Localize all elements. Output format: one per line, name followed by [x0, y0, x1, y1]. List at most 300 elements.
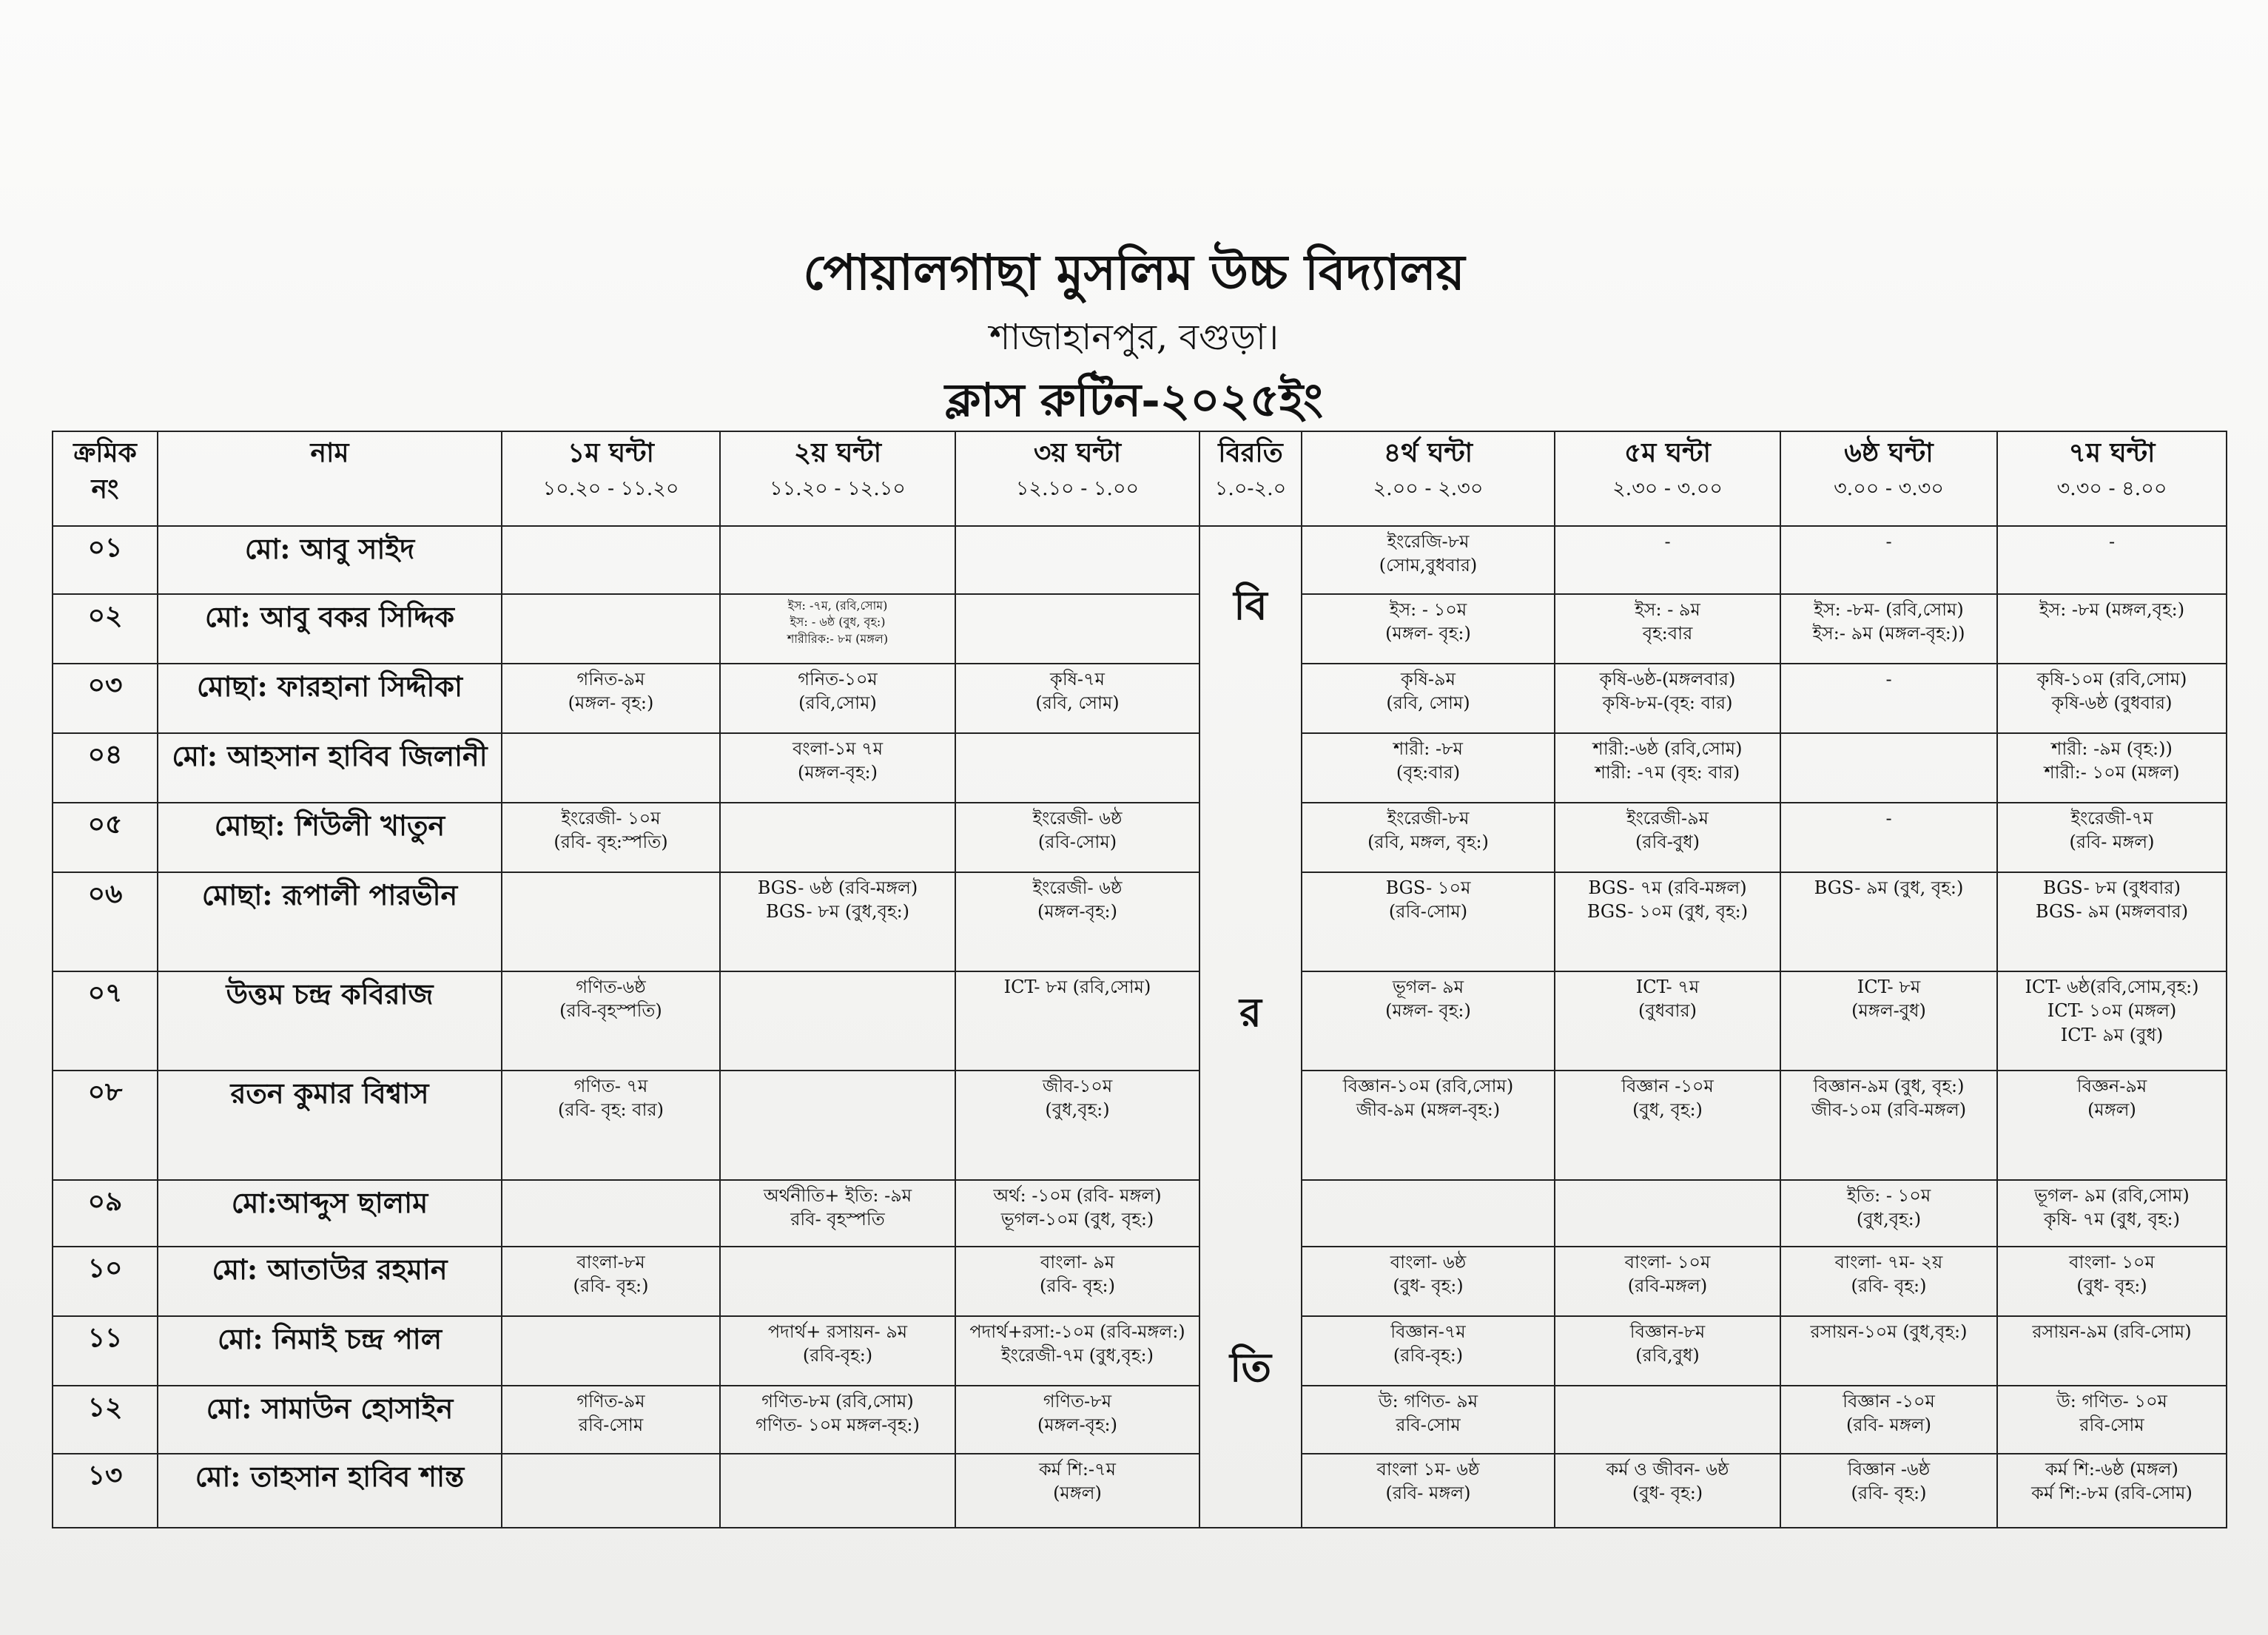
class-entry: (মঙ্গল-বুধ) [1851, 1000, 1926, 1022]
table-row [53, 1247, 2227, 1316]
class-entry: (রবি-সোম) [1388, 901, 1468, 923]
class-entry: জীব-৯ম (মঙ্গল-বৃহ:) [1356, 1099, 1501, 1121]
schedule-cell-p1 [502, 1180, 720, 1247]
schedule-cell-p5 [1555, 872, 1780, 971]
schedule-cell-p6 [1780, 594, 1997, 664]
class-entry: ভূগল- ৯ম [1392, 977, 1464, 997]
schedule-cell-p7 [1997, 1247, 2227, 1316]
class-entry: (সোম,বুধবার) [1379, 555, 1478, 576]
table-row [53, 733, 2227, 803]
class-entry: কৃষি-৭ম [1050, 669, 1105, 690]
class-entry: গণিত-৯ম [576, 1391, 645, 1412]
schedule-cell-p4 [1302, 594, 1555, 664]
class-entry: (রবি, মঙ্গল, বৃহ:) [1367, 832, 1489, 853]
class-entry: বিজ্ঞান-৮ম [1629, 1321, 1706, 1342]
class-entry: (রবি- বৃহ:স্পতি) [553, 832, 668, 853]
class-entry: (মঙ্গল- বৃহ:) [1385, 623, 1471, 644]
class-entry: বিজ্ঞান -১০ম [1621, 1076, 1714, 1096]
class-entry: অর্থনীতি+ ইতি: -৯ম [763, 1185, 912, 1206]
class-entry: - [1664, 531, 1671, 552]
class-entry: গণিত- ৭ম [573, 1076, 648, 1096]
class-entry: গণিত-৮ম [1043, 1391, 1112, 1412]
class-entry: রসায়ন-১০ম (বুধ,বৃহ:) [1810, 1321, 1968, 1342]
class-entry: ইতি: - ১০ম [1846, 1185, 1931, 1206]
class-entry: গনিত-১০ম [798, 669, 878, 690]
schedule-cell-p5 [1555, 971, 1780, 1071]
schedule-cell-p2 [720, 594, 955, 664]
class-entry: ICT- ৯ম (বুধ) [2060, 1024, 2164, 1045]
schedule-cell-p6 [1780, 971, 1997, 1071]
schedule-cell-p6 [1780, 664, 1997, 733]
class-entry: বাংলা- ৭ম- ২য় [1834, 1252, 1943, 1272]
header-period-3 [955, 431, 1199, 526]
schedule-cell-p4 [1302, 872, 1555, 971]
header-serial [53, 431, 158, 526]
serial-number: ০২ [53, 594, 158, 664]
class-entry: (মঙ্গল) [1053, 1483, 1102, 1504]
class-entry: শারী:-৬ষ্ঠ (রবি,সোম) [1592, 738, 1743, 759]
class-entry: - [2108, 531, 2116, 552]
class-entry: (রবি-বৃহ:) [1393, 1345, 1464, 1366]
class-entry: শারীরিক:- ৮ম (মঙ্গল) [787, 631, 889, 646]
class-entry: (রবি-মঙ্গল) [1627, 1275, 1708, 1297]
schedule-cell-p3 [955, 594, 1199, 664]
header-name-label: নাম [310, 437, 349, 468]
class-entry: ইংরেজী- ৬ষ্ঠ [1032, 808, 1123, 829]
class-entry: গনিত-৯ম [576, 669, 645, 690]
class-entry: ভূগল- ৯ম (রবি,সোম) [2034, 1185, 2190, 1206]
class-entry: ইংরেজী-৮ম [1387, 808, 1470, 829]
class-entry: কর্ম শি:-৮ম (রবি-সোম) [2031, 1483, 2193, 1504]
table-row [53, 664, 2227, 733]
break-letter: তি [1230, 1344, 1271, 1391]
class-entry: জীব-১০ম [1042, 1076, 1113, 1096]
class-entry: ইস: -৭ম, (রবি,সোম) [787, 599, 888, 613]
class-entry: ইংরেজী- ১০ম [561, 808, 661, 829]
class-entry: (মঙ্গল-বৃহ:) [1037, 901, 1117, 923]
class-entry: BGS- ১০ম (বুধ, বৃহ:) [1586, 901, 1749, 923]
teacher-name: মো: সামাউন হোসাইন [158, 1386, 502, 1454]
class-entry: (বৃহ:বার) [1396, 762, 1461, 783]
schedule-cell-p5 [1555, 1071, 1780, 1180]
schedule-cell-p5 [1555, 526, 1780, 594]
header-period-5 [1555, 431, 1780, 526]
class-entry: ইস: - ৯ম [1635, 599, 1700, 620]
schedule-cell-p7 [1997, 872, 2227, 971]
serial-number: ১৩ [53, 1454, 158, 1528]
class-entry: (রবি- বৃহ:) [1851, 1275, 1927, 1297]
schedule-cell-p5 [1555, 1247, 1780, 1316]
schedule-cell-p1 [502, 664, 720, 733]
schedule-cell-p7 [1997, 526, 2227, 594]
class-entry: BGS- ১০ম [1385, 877, 1471, 898]
period-6-title: ৬ষ্ঠ ঘন্টা [1844, 437, 1934, 468]
class-entry: জীব-১০ম (রবি-মঙ্গল) [1811, 1099, 1967, 1121]
class-entry: বৃহ:বার [1642, 623, 1693, 644]
class-entry: - [1885, 669, 1892, 690]
schedule-cell-p2 [720, 1247, 955, 1316]
class-entry: (মঙ্গল- বৃহ:) [1385, 1000, 1471, 1022]
schedule-cell-p7 [1997, 1180, 2227, 1247]
class-entry: বিজ্ঞান -১০ম [1843, 1391, 1935, 1412]
class-entry: (রবি- বৃহ:) [573, 1275, 649, 1297]
class-entry: (বুধ- বৃহ:) [2076, 1275, 2147, 1297]
schedule-cell-p7 [1997, 1316, 2227, 1386]
schedule-cell-p4 [1302, 971, 1555, 1071]
class-entry: গণিত-৬ষ্ঠ [576, 977, 646, 997]
class-entry: BGS- ৯ম (মঙ্গলবার) [2035, 901, 2189, 923]
class-entry: রবি-সোম [1396, 1415, 1461, 1436]
schedule-cell-p3 [955, 1386, 1199, 1454]
class-entry: ইস:- ৯ম (মঙ্গল-বৃহ:)) [1812, 623, 1965, 644]
schedule-cell-p6 [1780, 872, 1997, 971]
schedule-cell-p6 [1780, 1454, 1997, 1528]
class-entry: উ: গণিত- ৯ম [1378, 1391, 1478, 1412]
class-routine-table [52, 431, 2227, 1528]
class-entry: ইংরেজি-৮ম [1387, 531, 1470, 552]
schedule-cell-p2 [720, 1316, 955, 1386]
schedule-cell-p4 [1302, 1316, 1555, 1386]
header-break [1199, 431, 1302, 526]
schedule-cell-p6 [1780, 733, 1997, 803]
class-entry: বিজ্ঞন-৯ম [2076, 1076, 2147, 1096]
schedule-cell-p7 [1997, 803, 2227, 872]
class-entry: রবি-সোম [578, 1415, 644, 1436]
class-entry: (বুধ- বৃহ:) [1632, 1483, 1703, 1504]
class-entry: BGS- ৯ম (বুধ, বৃহ:) [1814, 877, 1964, 898]
table-row [53, 1071, 2227, 1180]
class-entry: (রবি,সোম) [798, 692, 877, 714]
teacher-name: মো: আবু সাইদ [158, 526, 502, 594]
school-address: শাজাহানপুর, বগুড়া। [989, 317, 1279, 358]
schedule-cell-p7 [1997, 1386, 2227, 1454]
header-period-7 [1997, 431, 2227, 526]
class-entry: ICT- ৭ম [1635, 977, 1700, 997]
header-period-1 [502, 431, 720, 526]
period-3-time: ১২.১০ - ১.০০ [1015, 476, 1140, 500]
schedule-cell-p4 [1302, 664, 1555, 733]
class-entry: বিজ্ঞান-১০ম (রবি,সোম) [1342, 1076, 1514, 1096]
schedule-cell-p1 [502, 872, 720, 971]
header-period-6 [1780, 431, 1997, 526]
schedule-cell-p3 [955, 803, 1199, 872]
schedule-cell-p4 [1302, 1386, 1555, 1454]
class-entry: বিজ্ঞান -৬ষ্ঠ [1847, 1459, 1931, 1480]
schedule-cell-p3 [955, 733, 1199, 803]
break-letter: বি [1234, 581, 1268, 629]
class-entry: ICT- ১০ম (মঙ্গল) [2047, 1000, 2177, 1022]
class-entry: (মঙ্গল-বৃহ:) [797, 762, 878, 783]
schedule-cell-p6 [1780, 1247, 1997, 1316]
header-name [158, 431, 502, 526]
schedule-cell-p1 [502, 971, 720, 1071]
serial-number: ০১ [53, 526, 158, 594]
period-1-title: ১ম ঘন্টা [568, 437, 654, 468]
class-entry: ভূগল-১০ম (বুধ, বৃহ:) [1000, 1209, 1154, 1230]
class-entry: (রবি-সোম) [1037, 832, 1117, 853]
schedule-cell-p2 [720, 1071, 955, 1180]
schedule-cell-p3 [955, 526, 1199, 594]
period-5-title: ৫ম ঘন্টা [1624, 437, 1711, 468]
schedule-cell-p1 [502, 526, 720, 594]
schedule-cell-p2 [720, 1386, 955, 1454]
teacher-name: উত্তম চন্দ্র কবিরাজ [158, 971, 502, 1071]
class-entry: (মঙ্গল-বৃহ:) [1037, 1415, 1117, 1436]
teacher-name: মোছা: রূপালী পারভীন [158, 872, 502, 971]
schedule-cell-p4 [1302, 526, 1555, 594]
class-entry: রসায়ন-৯ম (রবি-সোম) [2032, 1321, 2192, 1342]
routine-title: ক্লাস রুটিন-২০২৫ইং [945, 373, 1323, 427]
class-entry: শারী: -৯ম (বৃহ:)) [2051, 738, 2173, 759]
schedule-cell-p5 [1555, 803, 1780, 872]
schedule-cell-p5 [1555, 1386, 1780, 1454]
schedule-cell-p1 [502, 803, 720, 872]
class-entry: ইস: -৮ম (মঙ্গল,বৃহ:) [2039, 599, 2185, 620]
class-entry: ইংরেজী-৭ম (বুধ,বৃহ:) [1001, 1345, 1154, 1366]
class-entry: বাংলা- ১০ম [1624, 1252, 1711, 1272]
period-2-title: ২য় ঘন্টা [793, 437, 882, 468]
class-entry: BGS- ৭ম (রবি-মঙ্গল) [1588, 877, 1747, 898]
serial-number: ১১ [53, 1316, 158, 1386]
class-entry: অর্থ: -১০ম (রবি- মঙ্গল) [993, 1185, 1162, 1206]
period-2-time: ১১.২০ - ১২.১০ [770, 476, 906, 500]
class-entry: কৃষি-৬ষ্ঠ (বুধবার) [2051, 692, 2173, 714]
schedule-cell-p6 [1780, 1386, 1997, 1454]
class-entry: বাংলা- ১০ম [2069, 1252, 2155, 1272]
class-entry: ICT- ৮ম [1857, 977, 1921, 997]
class-entry: (বুধ,বৃহ:) [1045, 1099, 1110, 1121]
schedule-cell-p2 [720, 803, 955, 872]
class-entry: কর্ম শি:-৭ম [1039, 1459, 1116, 1480]
class-entry: বংলা-১ম ৭ম [792, 738, 884, 759]
class-entry: ইংরেজী-৭ম [2070, 808, 2153, 829]
class-entry: শারী:- ১০ম (মঙ্গল) [2044, 762, 2180, 783]
class-entry: (রবি, সোম) [1386, 692, 1470, 714]
class-entry: BGS- ৮ম (বুধবার) [2043, 877, 2181, 898]
table-row [53, 594, 2227, 664]
school-name: পোয়ালগাছা মুসলিম উচ্চ বিদ্যালয় [803, 243, 1465, 301]
class-entry: বিজ্ঞান-৯ম (বুধ, বৃহ:) [1813, 1076, 1965, 1096]
table-row [53, 803, 2227, 872]
schedule-cell-p4 [1302, 1180, 1555, 1247]
serial-number: ০৩ [53, 664, 158, 733]
period-3-title: ৩য় ঘন্টা [1033, 437, 1122, 468]
routine-body [53, 526, 2227, 1528]
schedule-cell-p2 [720, 971, 955, 1071]
header-period-4 [1302, 431, 1555, 526]
class-entry: শারী: -৭ম (বৃহ: বার) [1595, 762, 1740, 783]
schedule-cell-p6 [1780, 803, 1997, 872]
schedule-cell-p1 [502, 1454, 720, 1528]
teacher-name: রতন কুমার বিশ্বাস [158, 1071, 502, 1180]
class-entry: শারী: -৮ম [1393, 738, 1463, 759]
class-entry: কর্ম ও জীবন- ৬ষ্ঠ [1606, 1459, 1729, 1480]
period-7-time: ৩.৩০ - ৪.০০ [2056, 476, 2167, 500]
teacher-name: মো: আবু বকর সিদ্দিক [158, 594, 502, 664]
table-row [53, 1386, 2227, 1454]
class-entry: ICT- ৬ষ্ঠ(রবি,সোম,বৃহ:) [2025, 977, 2199, 997]
period-6-time: ৩.০০ - ৩.৩০ [1834, 476, 1944, 500]
class-entry: (রবি-বুধ) [1635, 832, 1700, 853]
serial-number: ১২ [53, 1386, 158, 1454]
teacher-name: মোছা: শিউলী খাতুন [158, 803, 502, 872]
header-row [53, 431, 2227, 526]
class-entry: (রবি- মঙ্গল) [1385, 1483, 1471, 1504]
class-entry: কৃষি-৮ম-(বৃহ: বার) [1602, 692, 1733, 714]
class-entry: (মঙ্গল) [2087, 1099, 2136, 1121]
schedule-cell-p3 [955, 1454, 1199, 1528]
serial-number: ১০ [53, 1247, 158, 1316]
class-entry: ইংরেজী- ৬ষ্ঠ [1032, 877, 1123, 898]
class-entry: ইস: - ৬ষ্ঠ (বুধ, বৃহ:) [790, 615, 886, 630]
table-row [53, 971, 2227, 1071]
period-4-time: ২.০০ - ২.৩০ [1373, 476, 1484, 500]
teacher-name: মো: আতাউর রহমান [158, 1247, 502, 1316]
class-entry: কৃষি-৯ম [1401, 669, 1456, 690]
schedule-cell-p5 [1555, 1180, 1780, 1247]
schedule-cell-p4 [1302, 1454, 1555, 1528]
serial-number: ০৭ [53, 971, 158, 1071]
period-1-time: ১০.২০ - ১১.২০ [542, 476, 679, 500]
schedule-cell-p1 [502, 1316, 720, 1386]
class-entry: কর্ম শি:-৬ষ্ঠ (মঙ্গল) [2045, 1459, 2178, 1480]
schedule-cell-p6 [1780, 1316, 1997, 1386]
class-entry: বাংলা-৮ম [576, 1252, 645, 1272]
class-entry: পদার্থ+রসা:-১০ম (রবি-মঙ্গল:) [969, 1321, 1185, 1342]
schedule-cell-p2 [720, 1180, 955, 1247]
class-entry: (রবি- মঙ্গল) [1845, 1415, 1932, 1436]
class-entry: (বুধ, বৃহ:) [1632, 1099, 1703, 1121]
class-entry: (রবি- মঙ্গল) [2069, 832, 2155, 853]
class-entry: কৃষি-১০ম (রবি,সোম) [2036, 669, 2187, 690]
serial-number: ০৯ [53, 1180, 158, 1247]
class-entry: ইস: - ১০ম [1389, 599, 1467, 620]
schedule-cell-p5 [1555, 733, 1780, 803]
class-entry: (রবি-বৃহস্পতি) [559, 1000, 662, 1022]
schedule-cell-p3 [955, 971, 1199, 1071]
schedule-cell-p2 [720, 664, 955, 733]
break-letter: র [1239, 988, 1262, 1036]
serial-number: ০৮ [53, 1071, 158, 1180]
schedule-cell-p7 [1997, 971, 2227, 1071]
class-entry: (বুধ,বৃহ:) [1856, 1209, 1922, 1230]
table-row [53, 872, 2227, 971]
class-entry: বাংলা ১ম- ৬ষ্ঠ [1376, 1459, 1480, 1480]
class-entry: BGS- ৮ম (বুধ,বৃহ:) [765, 901, 910, 923]
class-entry: - [1885, 808, 1892, 829]
period-5-time: ২.৩০ - ৩.০০ [1612, 476, 1723, 500]
schedule-cell-p7 [1997, 594, 2227, 664]
schedule-cell-p6 [1780, 1071, 1997, 1180]
schedule-cell-p5 [1555, 664, 1780, 733]
class-entry: (রবি,বুধ) [1635, 1345, 1700, 1366]
class-entry: (বুধ- বৃহ:) [1393, 1275, 1464, 1297]
header-serial-line2: নং [91, 473, 119, 505]
class-entry: ইংরেজী-৯ম [1626, 808, 1709, 829]
class-entry: (রবি- বৃহ: বার) [557, 1099, 664, 1121]
schedule-cell-p3 [955, 1071, 1199, 1180]
header-period-2 [720, 431, 955, 526]
schedule-cell-p5 [1555, 594, 1780, 664]
class-entry: গণিত- ১০ম মঙ্গল-বৃহ:) [756, 1415, 920, 1436]
class-entry: রবি-সোম [2079, 1415, 2144, 1436]
schedule-cell-p1 [502, 594, 720, 664]
class-entry: বাংলা- ৬ষ্ঠ [1390, 1252, 1467, 1272]
period-7-title: ৭ম ঘন্টা [2068, 437, 2156, 468]
teacher-name: মো: নিমাই চন্দ্র পাল [158, 1316, 502, 1386]
schedule-cell-p6 [1780, 526, 1997, 594]
header-serial-line1: ক্রমিক [73, 437, 137, 468]
class-entry: (বুধবার) [1638, 1000, 1697, 1022]
schedule-cell-p4 [1302, 733, 1555, 803]
schedule-cell-p2 [720, 733, 955, 803]
schedule-cell-p2 [720, 526, 955, 594]
schedule-cell-p3 [955, 664, 1199, 733]
schedule-cell-p3 [955, 1180, 1199, 1247]
serial-number: ০৪ [53, 733, 158, 803]
class-entry: কৃষি-৬ষ্ঠ-(মঙ্গলবার) [1599, 669, 1736, 690]
class-entry: বিজ্ঞান-৭ম [1390, 1321, 1466, 1342]
class-entry: (রবি, সোম) [1035, 692, 1120, 714]
schedule-cell-p1 [502, 1071, 720, 1180]
schedule-cell-p5 [1555, 1454, 1780, 1528]
teacher-name: মো:আব্দুস ছালাম [158, 1180, 502, 1247]
class-entry: বাংলা- ৯ম [1040, 1252, 1115, 1272]
schedule-cell-p2 [720, 872, 955, 971]
class-entry: (রবি- বৃহ:) [1040, 1275, 1115, 1297]
schedule-cell-p7 [1997, 1454, 2227, 1528]
teacher-name: মো: আহসান হাবিব জিলানী [158, 733, 502, 803]
schedule-cell-p7 [1997, 1071, 2227, 1180]
class-entry: রবি- বৃহস্পতি [790, 1209, 885, 1230]
period-4-title: ৪র্থ ঘন্টা [1383, 437, 1473, 468]
schedule-cell-p2 [720, 1454, 955, 1528]
schedule-cell-p7 [1997, 664, 2227, 733]
table-row [53, 1180, 2227, 1247]
break-time: ১.০-২.০ [1214, 476, 1287, 500]
schedule-cell-p5 [1555, 1316, 1780, 1386]
teacher-name: মোছা: ফারহানা সিদ্দীকা [158, 664, 502, 733]
class-entry: BGS- ৬ষ্ঠ (রবি-মঙ্গল) [757, 877, 918, 898]
class-entry: (রবি- বৃহ:) [1851, 1483, 1927, 1504]
table-row [53, 526, 2227, 594]
class-entry: উ: গণিত- ১০ম [2056, 1391, 2167, 1412]
teacher-name: মো: তাহসান হাবিব শান্ত [158, 1454, 502, 1528]
serial-number: ০৫ [53, 803, 158, 872]
schedule-cell-p3 [955, 1316, 1199, 1386]
class-entry: - [1885, 531, 1892, 552]
schedule-cell-p3 [955, 872, 1199, 971]
break-column [1199, 526, 1302, 1528]
class-entry: পদার্থ+ রসায়ন- ৯ম [767, 1321, 908, 1342]
schedule-cell-p4 [1302, 1071, 1555, 1180]
schedule-cell-p6 [1780, 1180, 1997, 1247]
serial-number: ০৬ [53, 872, 158, 971]
schedule-cell-p7 [1997, 733, 2227, 803]
schedule-cell-p4 [1302, 1247, 1555, 1316]
schedule-cell-p4 [1302, 803, 1555, 872]
class-entry: (মঙ্গল- বৃহ:) [568, 692, 654, 714]
table-row [53, 1316, 2227, 1386]
class-entry: কৃষি- ৭ম (বুধ, বৃহ:) [2043, 1209, 2181, 1230]
class-entry: ইস: -৮ম- (রবি,সোম) [1814, 599, 1964, 620]
schedule-cell-p1 [502, 1386, 720, 1454]
schedule-cell-p1 [502, 1247, 720, 1316]
class-entry: গণিত-৮ম (রবি,সোম) [761, 1391, 914, 1412]
table-row [53, 1454, 2227, 1528]
schedule-cell-p1 [502, 733, 720, 803]
class-entry: (রবি-বৃহ:) [802, 1345, 873, 1366]
